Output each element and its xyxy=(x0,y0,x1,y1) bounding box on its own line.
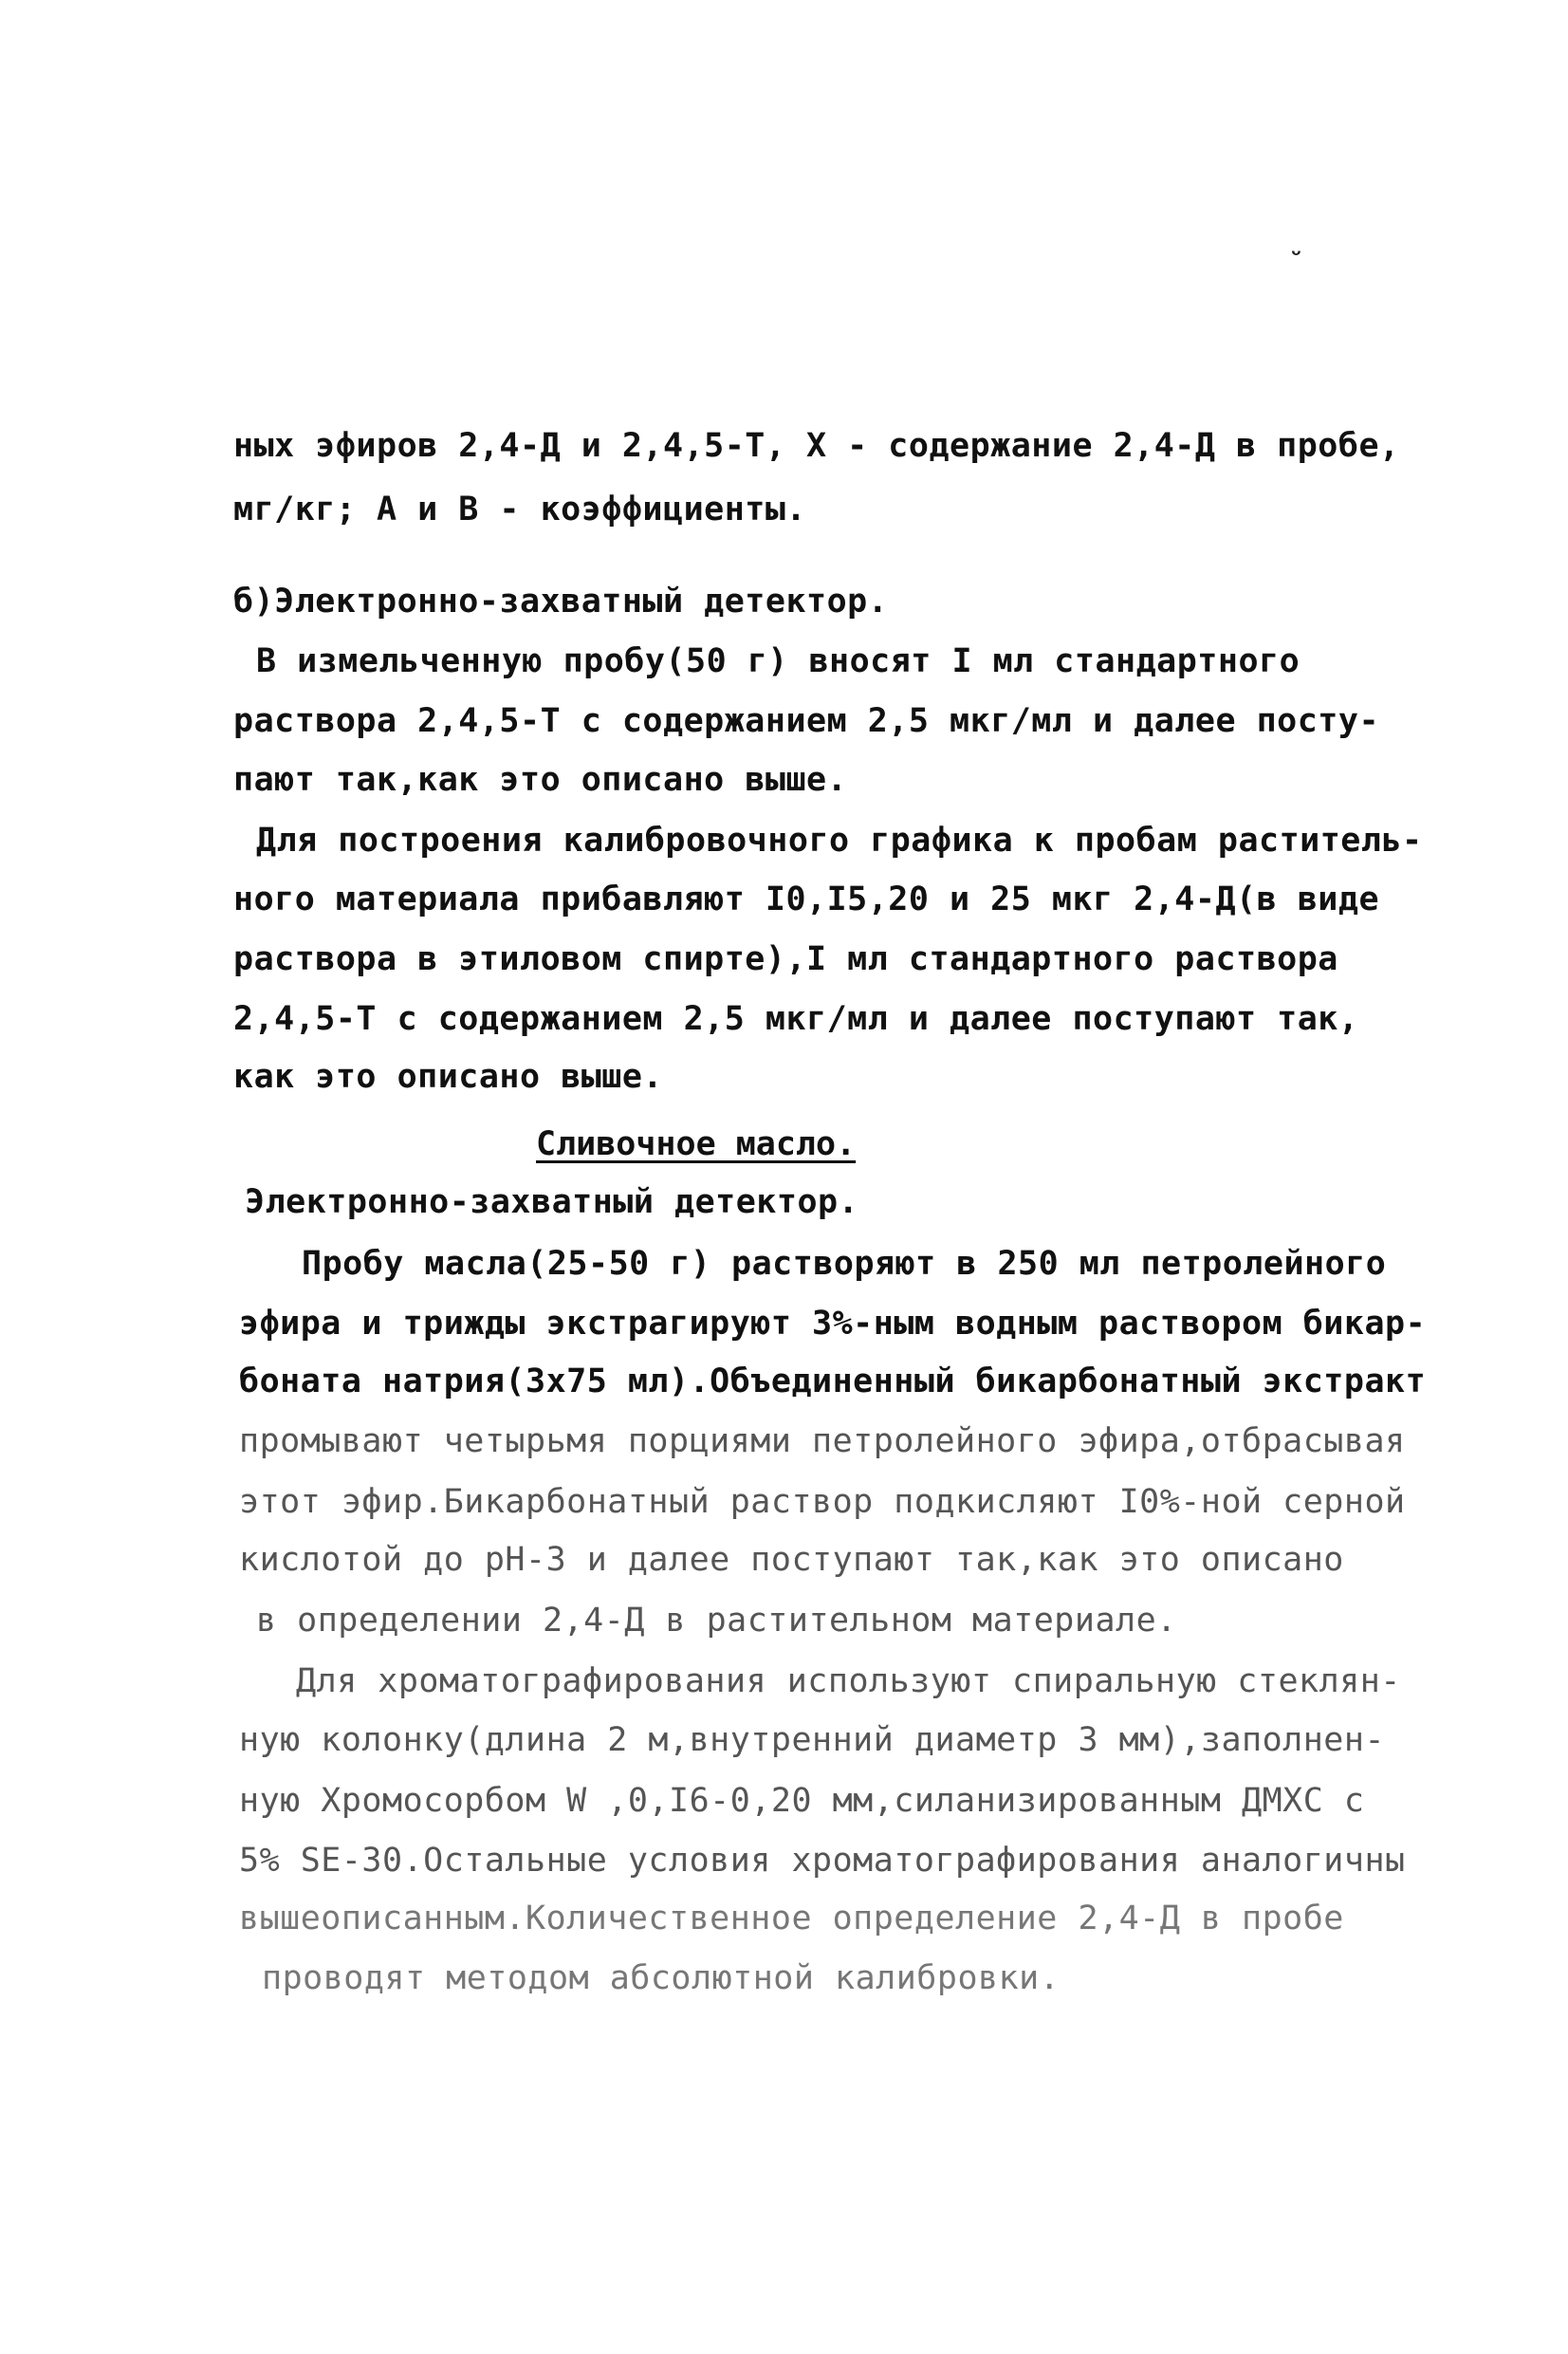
text-line-5: раствора 2,4,5-Т с содержанием 2,5 мкг/мл и далее посту- xyxy=(233,702,1380,740)
text-line-16: промывают четырьмя порциями петролейного эфира,отбрасывая xyxy=(239,1422,1406,1460)
text-line-1: ных эфиров 2,4-Д и 2,4,5-Т, Х - содержание 2,4-Д в пробе, xyxy=(233,427,1400,465)
text-line-11: как это описано выше. xyxy=(233,1058,664,1096)
text-line-24: вышеописанным.Количественное определение 2,4-Д в пробе xyxy=(239,1900,1344,1937)
text-line-15: боната натрия(3х75 мл).Объединенный бикарбонатный экстракт xyxy=(239,1362,1427,1400)
text-line-23: 5% SE-30.Остальные условия хроматографирования аналогичны xyxy=(239,1842,1406,1880)
text-line-2: мг/кг; А и В - коэффициенты. xyxy=(233,491,807,528)
section-title-ecd: б)Электронно-захватный детектор. xyxy=(233,583,889,621)
text-line-19: в определении 2,4-Д в растительном материале. xyxy=(256,1602,1177,1640)
text-line-8: ного материала прибавляют I0,I5,20 и 25 мкг 2,4-Д(в виде xyxy=(233,880,1380,918)
text-line-20: Для хроматографирования используют спиральную стеклян- xyxy=(296,1662,1401,1700)
text-line-13: Пробу масла(25-50 г) растворяют в 250 мл петролейного xyxy=(302,1245,1387,1283)
text-line-7: Для построения калибровочного графика к пробам раститель- xyxy=(256,822,1423,860)
text-line-25: проводят методом абсолютной калибровки. xyxy=(262,1959,1061,1997)
section-heading-butter: Сливочное масло. xyxy=(536,1125,857,1163)
page-number-mark: ᵕ xyxy=(1288,239,1302,270)
text-line-22: ную Хромосорбом W ,0,I6-0,20 мм,силанизированным ДМХС с xyxy=(239,1782,1365,1820)
text-line-18: кислотой до рН-3 и далее поступают так,как это описано xyxy=(239,1541,1344,1579)
text-line-21: ную колонку(длина 2 м,внутренний диаметр 3 мм),заполнен- xyxy=(239,1721,1386,1759)
text-line-4: В измельченную пробу(50 г) вносят I мл стандартного xyxy=(256,642,1301,680)
text-line-14: эфира и трижды экстрагируют 3%-ным водным раствором бикар- xyxy=(239,1305,1427,1343)
section-title-ecd-butter: Электронно-захватный детектор. xyxy=(245,1183,859,1221)
text-line-17: этот эфир.Бикарбонатный раствор подкисляют I0%-ной серной xyxy=(239,1483,1406,1521)
text-line-9: раствора в этиловом спирте),I мл стандартного раствора xyxy=(233,940,1338,978)
text-line-6: пают так,как это описано выше. xyxy=(233,761,848,799)
text-line-10: 2,4,5-Т с содержанием 2,5 мкг/мл и далее поступают так, xyxy=(233,1000,1359,1038)
